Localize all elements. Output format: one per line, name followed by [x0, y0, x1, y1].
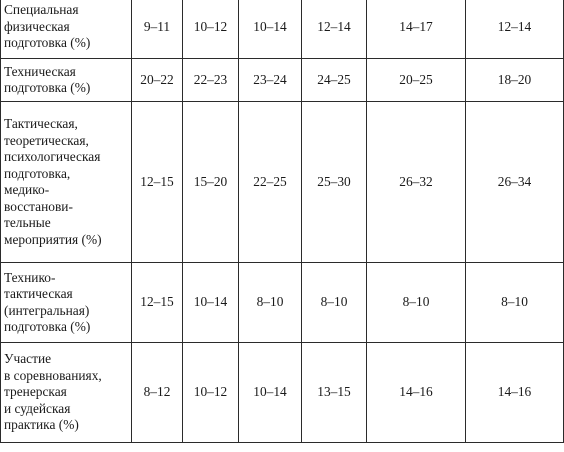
- table-cell: 18–20: [466, 59, 564, 102]
- row-label-line: тельные: [4, 215, 51, 230]
- row-label-line: подготовка (%): [4, 35, 91, 51]
- table-cell: 20–22: [132, 59, 183, 102]
- row-label: [1, 59, 132, 102]
- table-cell: 26–32: [367, 102, 466, 263]
- table-cell: 12–15: [132, 102, 183, 263]
- table-cell: 12–15: [132, 263, 183, 343]
- row-label-line: теоретическая,: [4, 132, 89, 148]
- table-cell: 8–10: [302, 263, 367, 343]
- table-cell: 10–12: [183, 343, 239, 443]
- table-cell: 10–14: [239, 0, 302, 59]
- row-label-line: Технико-: [4, 269, 56, 285]
- table-cell: 10–12: [183, 0, 239, 59]
- row-label-line: тактическая: [4, 286, 73, 301]
- table-cell: 22–25: [239, 102, 302, 263]
- table-cell: 10–14: [239, 343, 302, 443]
- table-cell: 8–10: [239, 263, 302, 343]
- table-cell: 8–10: [367, 263, 466, 343]
- row-label-line: Специальная: [4, 2, 79, 18]
- row-label-line: Тактическая,: [4, 116, 78, 131]
- row-label-line: (интегральная): [4, 302, 90, 318]
- table-row-tactical-theoretical: [1, 102, 564, 263]
- table-cell: 14–16: [367, 343, 466, 443]
- table-cell: 9–11: [132, 0, 183, 59]
- row-label-line: подготовка (%): [4, 319, 91, 334]
- table-cell: 15–20: [183, 102, 239, 263]
- row-label-line: физическая: [4, 18, 70, 34]
- table-cell: 14–17: [367, 0, 466, 59]
- table-cell: 25–30: [302, 102, 367, 263]
- table-cell: 23–24: [239, 59, 302, 102]
- row-label-line: Участие: [4, 351, 52, 367]
- table-cell: 8–12: [132, 343, 183, 443]
- table-cell: 26–34: [466, 102, 564, 263]
- row-label: [1, 343, 132, 443]
- row-label-line: Техническая: [4, 63, 76, 79]
- row-label-line: практика (%): [4, 417, 79, 433]
- table-cell: 10–14: [183, 263, 239, 343]
- row-label: [1, 0, 132, 59]
- row-label-line: психологическая: [4, 149, 101, 164]
- table-row-competition: [1, 343, 564, 443]
- row-label-line: подготовка (%): [4, 80, 91, 95]
- table-cell: 8–10: [466, 263, 564, 343]
- table-cell: 24–25: [302, 59, 367, 102]
- row-label: [1, 102, 132, 263]
- row-label-line: мероприятия (%): [4, 231, 102, 247]
- table-row-special-physical: [1, 0, 564, 59]
- row-label-line: тренерская: [4, 384, 67, 400]
- row-label-line: медико-: [4, 182, 50, 197]
- row-label-line: восстанови-: [4, 198, 73, 214]
- table-cell: 14–16: [466, 343, 564, 443]
- row-label-line: и судейская: [4, 400, 71, 416]
- table-cell: 20–25: [367, 59, 466, 102]
- table-cell: 12–14: [302, 0, 367, 59]
- table-cell: 13–15: [302, 343, 367, 443]
- row-label: [1, 263, 132, 343]
- table-row-technical: [1, 59, 564, 102]
- row-label-line: подготовка,: [4, 165, 71, 181]
- table-cell: 22–23: [183, 59, 239, 102]
- table-row-integral: [1, 263, 564, 343]
- table-cell: 12–14: [466, 0, 564, 59]
- row-label-line: в соревнованиях,: [4, 367, 102, 383]
